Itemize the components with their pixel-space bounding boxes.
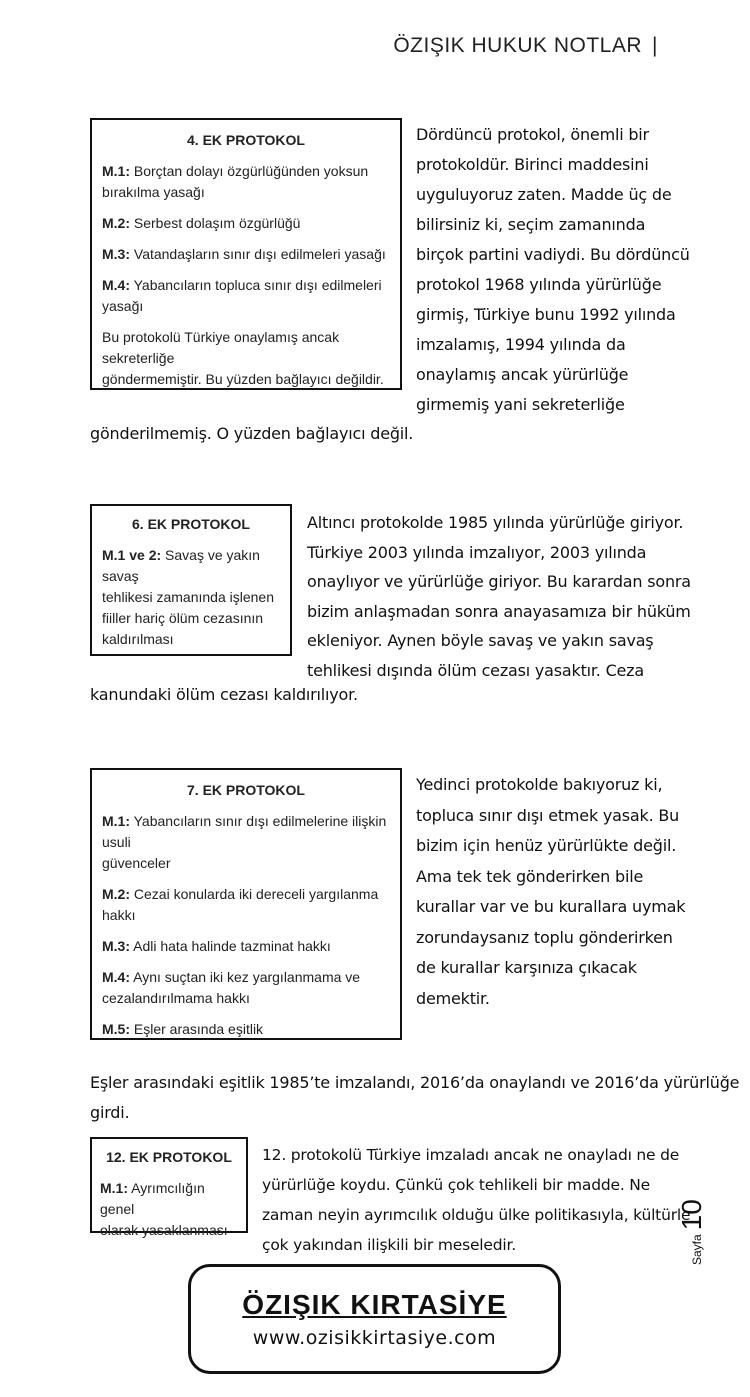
commentary-line: Altıncı protokolde 1985 yılında yürürlüğe giriyor.	[307, 513, 684, 532]
commentary-line: tehlikesi dışında ölüm cezası yasaktır. Ceza	[307, 660, 644, 680]
page-label: Sayfa	[690, 1234, 704, 1265]
protocol-6-title: 6. EK PROTOKOL	[132, 516, 250, 532]
commentary-line: girmiş, Türkiye bunu 1992 yılında	[416, 305, 676, 324]
protocol-6-commentary	[307, 508, 691, 685]
commentary-line: zorundaysanız toplu gönderirken	[416, 927, 673, 947]
protocol-4-article-2: M.2: Serbest dolaşım özgürlüğü	[102, 215, 301, 231]
page-header	[393, 34, 658, 58]
commentary-line: Yedinci protokolde bakıyoruz ki,	[416, 775, 663, 794]
commentary-line: Türkiye 2003 yılında imzalıyor, 2003 yılında	[307, 542, 647, 562]
protocol-6-box	[90, 504, 292, 656]
protocol-4-box	[90, 118, 402, 390]
commentary-line: Dördüncü protokol, önemli bir	[416, 125, 649, 144]
commentary-line: yürürlüğe koydu. Çünkü çok tehlikeli bir madde. Ne	[262, 1176, 651, 1194]
protocol-4-article-1: M.1: Borçtan dolayı özgürlüğünden yoksun bırakılma yasağı	[102, 163, 369, 200]
protocol-7-title: 7. EK PROTOKOL	[187, 782, 305, 798]
protocol-12-title: 12. EK PROTOKOL	[106, 1149, 232, 1165]
commentary-line: Eşler arasındaki eşitlik 1985’te imzalandı, 2016’da onaylandı ve 2016’da yürürlüğe	[90, 1073, 740, 1092]
brand-name: ÖZIŞIK KIRTASİYE	[242, 1289, 507, 1320]
protocol-4-commentary	[416, 120, 690, 420]
commentary-line: Ama tek tek gönderirken bile	[416, 866, 644, 886]
commentary-line: 12. protokolü Türkiye imzaladı ancak ne onayladı ne de	[262, 1146, 680, 1164]
commentary-line: demektir.	[416, 988, 490, 1008]
page-number-value: 10	[676, 1199, 707, 1231]
commentary-line: kurallar var ve bu kurallara uymak	[416, 897, 686, 916]
protocol-12-commentary	[262, 1140, 690, 1260]
commentary-line: uyguluyoruz zaten. Madde üç de	[416, 185, 672, 204]
protocol-7-article-3: M.3: Adli hata halinde tazminat hakkı	[102, 938, 331, 954]
commentary-line: topluca sınır dışı etmek yasak. Bu	[416, 805, 680, 825]
commentary-line: girmemiş yani sekreterliğe	[416, 395, 625, 414]
protocol-7-box	[90, 768, 402, 1040]
page-number	[676, 1199, 708, 1265]
protocol-7-commentary	[416, 770, 685, 1014]
commentary-line: onaylıyor ve yürürlüğe giriyor. Bu karardan sonra	[307, 572, 691, 591]
commentary-line: birçok partini vadiydi. Bu dördüncü	[416, 245, 690, 264]
protocol-7-article-2: M.2: Cezai konularda iki dereceli yargılanma hakkı	[102, 886, 379, 923]
commentary-line: zaman neyin ayrımcılık olduğu ülke politikasıyla, kültürle	[262, 1206, 691, 1224]
commentary-line: çok yakından ilişkili bir meseledir.	[262, 1236, 516, 1254]
commentary-line: girdi.	[90, 1103, 130, 1122]
protocol-4-title: 4. EK PROTOKOL	[187, 132, 305, 148]
protocol-12-article: M.1: Ayrımcılığın genel olarak yasaklanması	[100, 1180, 228, 1238]
protocol-4-article-3: M.3: Vatandaşların sınır dışı edilmeleri yasağı	[102, 246, 386, 262]
commentary-line: ekleniyor. Aynen böyle savaş ve yakın savaş	[307, 631, 654, 650]
commentary-line: de kurallar karşınıza çıkacak	[416, 958, 637, 977]
header-title: ÖZIŞIK HUKUK NOTLAR	[393, 34, 643, 57]
commentary-line: bilirsiniz ki, seçim zamanında	[416, 215, 646, 234]
protocol-6-commentary-end: kanundaki ölüm cezası kaldırılıyor.	[90, 685, 358, 704]
commentary-line: onaylamış ancak yürürlüğe	[416, 365, 629, 384]
protocol-7-article-4: M.4: Aynı suçtan iki kez yargılanmama ve cezalandırılmama hakkı	[102, 969, 361, 1006]
footer-banner	[188, 1264, 561, 1374]
protocol-12-box	[90, 1137, 248, 1238]
commentary-line: bizim için henüz yürürlükte değil.	[416, 836, 677, 855]
commentary-line: protokoldür. Birinci maddesini	[416, 155, 649, 174]
protocol-6-article: M.1 ve 2: Savaş ve yakın savaş tehlikesi zamanında işlenen fiiller hariç ölüm cezasının kaldırılması	[102, 547, 274, 647]
commentary-line: imzalamış, 1994 yılında da	[416, 335, 626, 354]
protocol-4-commentary-end: gönderilmemiş. O yüzden bağlayıcı değil.	[90, 424, 414, 443]
brand-url[interactable]: www.ozisikkirtasiye.com	[252, 1327, 497, 1349]
protocol-7-commentary-end	[90, 1068, 739, 1128]
commentary-line: protokol 1968 yılında yürürlüğe	[416, 275, 662, 294]
protocol-7-article-5: M.5: Eşler arasında eşitlik	[102, 1021, 264, 1037]
commentary-line: bizim anlaşmadan sonra anayasamıza bir hüküm	[307, 601, 691, 621]
protocol-7-article-1: M.1: Yabancıların sınır dışı edilmelerine ilişkin usuli güvenceler	[102, 813, 387, 871]
protocol-4-article-4: M.4: Yabancıların topluca sınır dışı edilmeleri yasağı	[102, 277, 382, 314]
protocol-4-note: Bu protokolü Türkiye onaylamış ancak sekreterliğe göndermemiştir. Bu yüzden bağlayıcı değildir.	[102, 329, 384, 387]
header-separator: |	[652, 34, 658, 57]
